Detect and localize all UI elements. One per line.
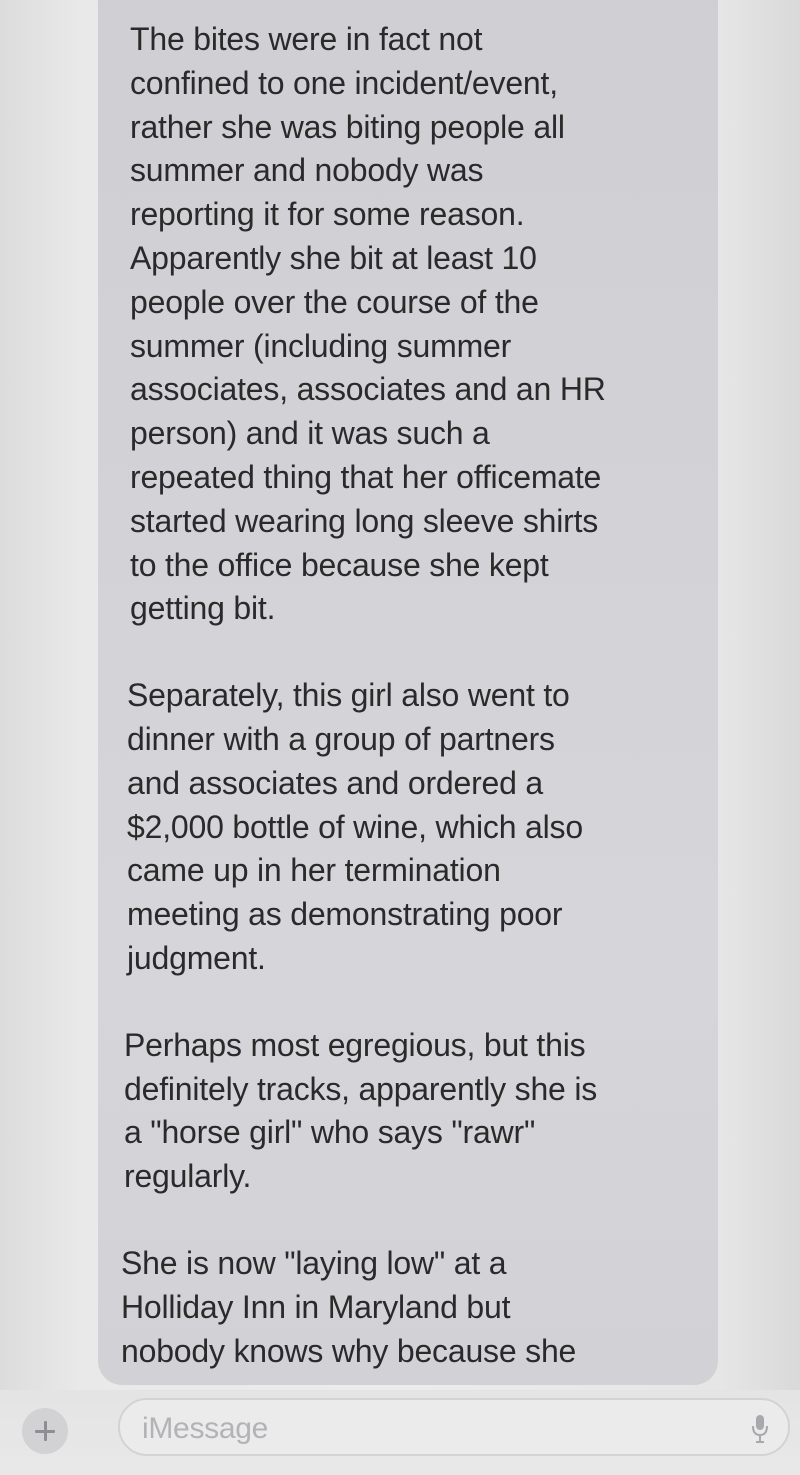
message-composer-bar (0, 1390, 800, 1475)
message-paragraph-3: Perhaps most egregious, but this definitely tracks, apparently she is a "horse girl" who says "rawr" regularly. (124, 1026, 598, 1195)
imessage-placeholder: iMessage (142, 1412, 268, 1445)
received-message-bubble[interactable] (98, 0, 718, 1385)
plus-icon (35, 1421, 55, 1441)
message-paragraph-1: The bites were in fact not confined to one incident/event, rather she was biting people all summer and nobody was reporting it for some reason. Apparently she bit at least 10 people over the course of the summer (including summer associates, associates and an HR person) and it was such a repeated thing that her officemate started wearing long sleeve shirts to the office because she kept getting bit. (130, 21, 606, 627)
imessage-input[interactable] (118, 1398, 790, 1456)
message-paragraph-4: She is now "laying low" at a Holliday Inn in Maryland but nobody knows why because she (121, 1244, 577, 1369)
message-paragraph-2: Separately, this girl also went to dinner with a group of partners and associates and ordered a $2,000 bottle of wine, which also came up in her termination meeting as demonstrating poor judgment. (127, 677, 583, 976)
add-attachment-button[interactable] (22, 1408, 68, 1454)
microphone-icon[interactable] (750, 1414, 770, 1444)
